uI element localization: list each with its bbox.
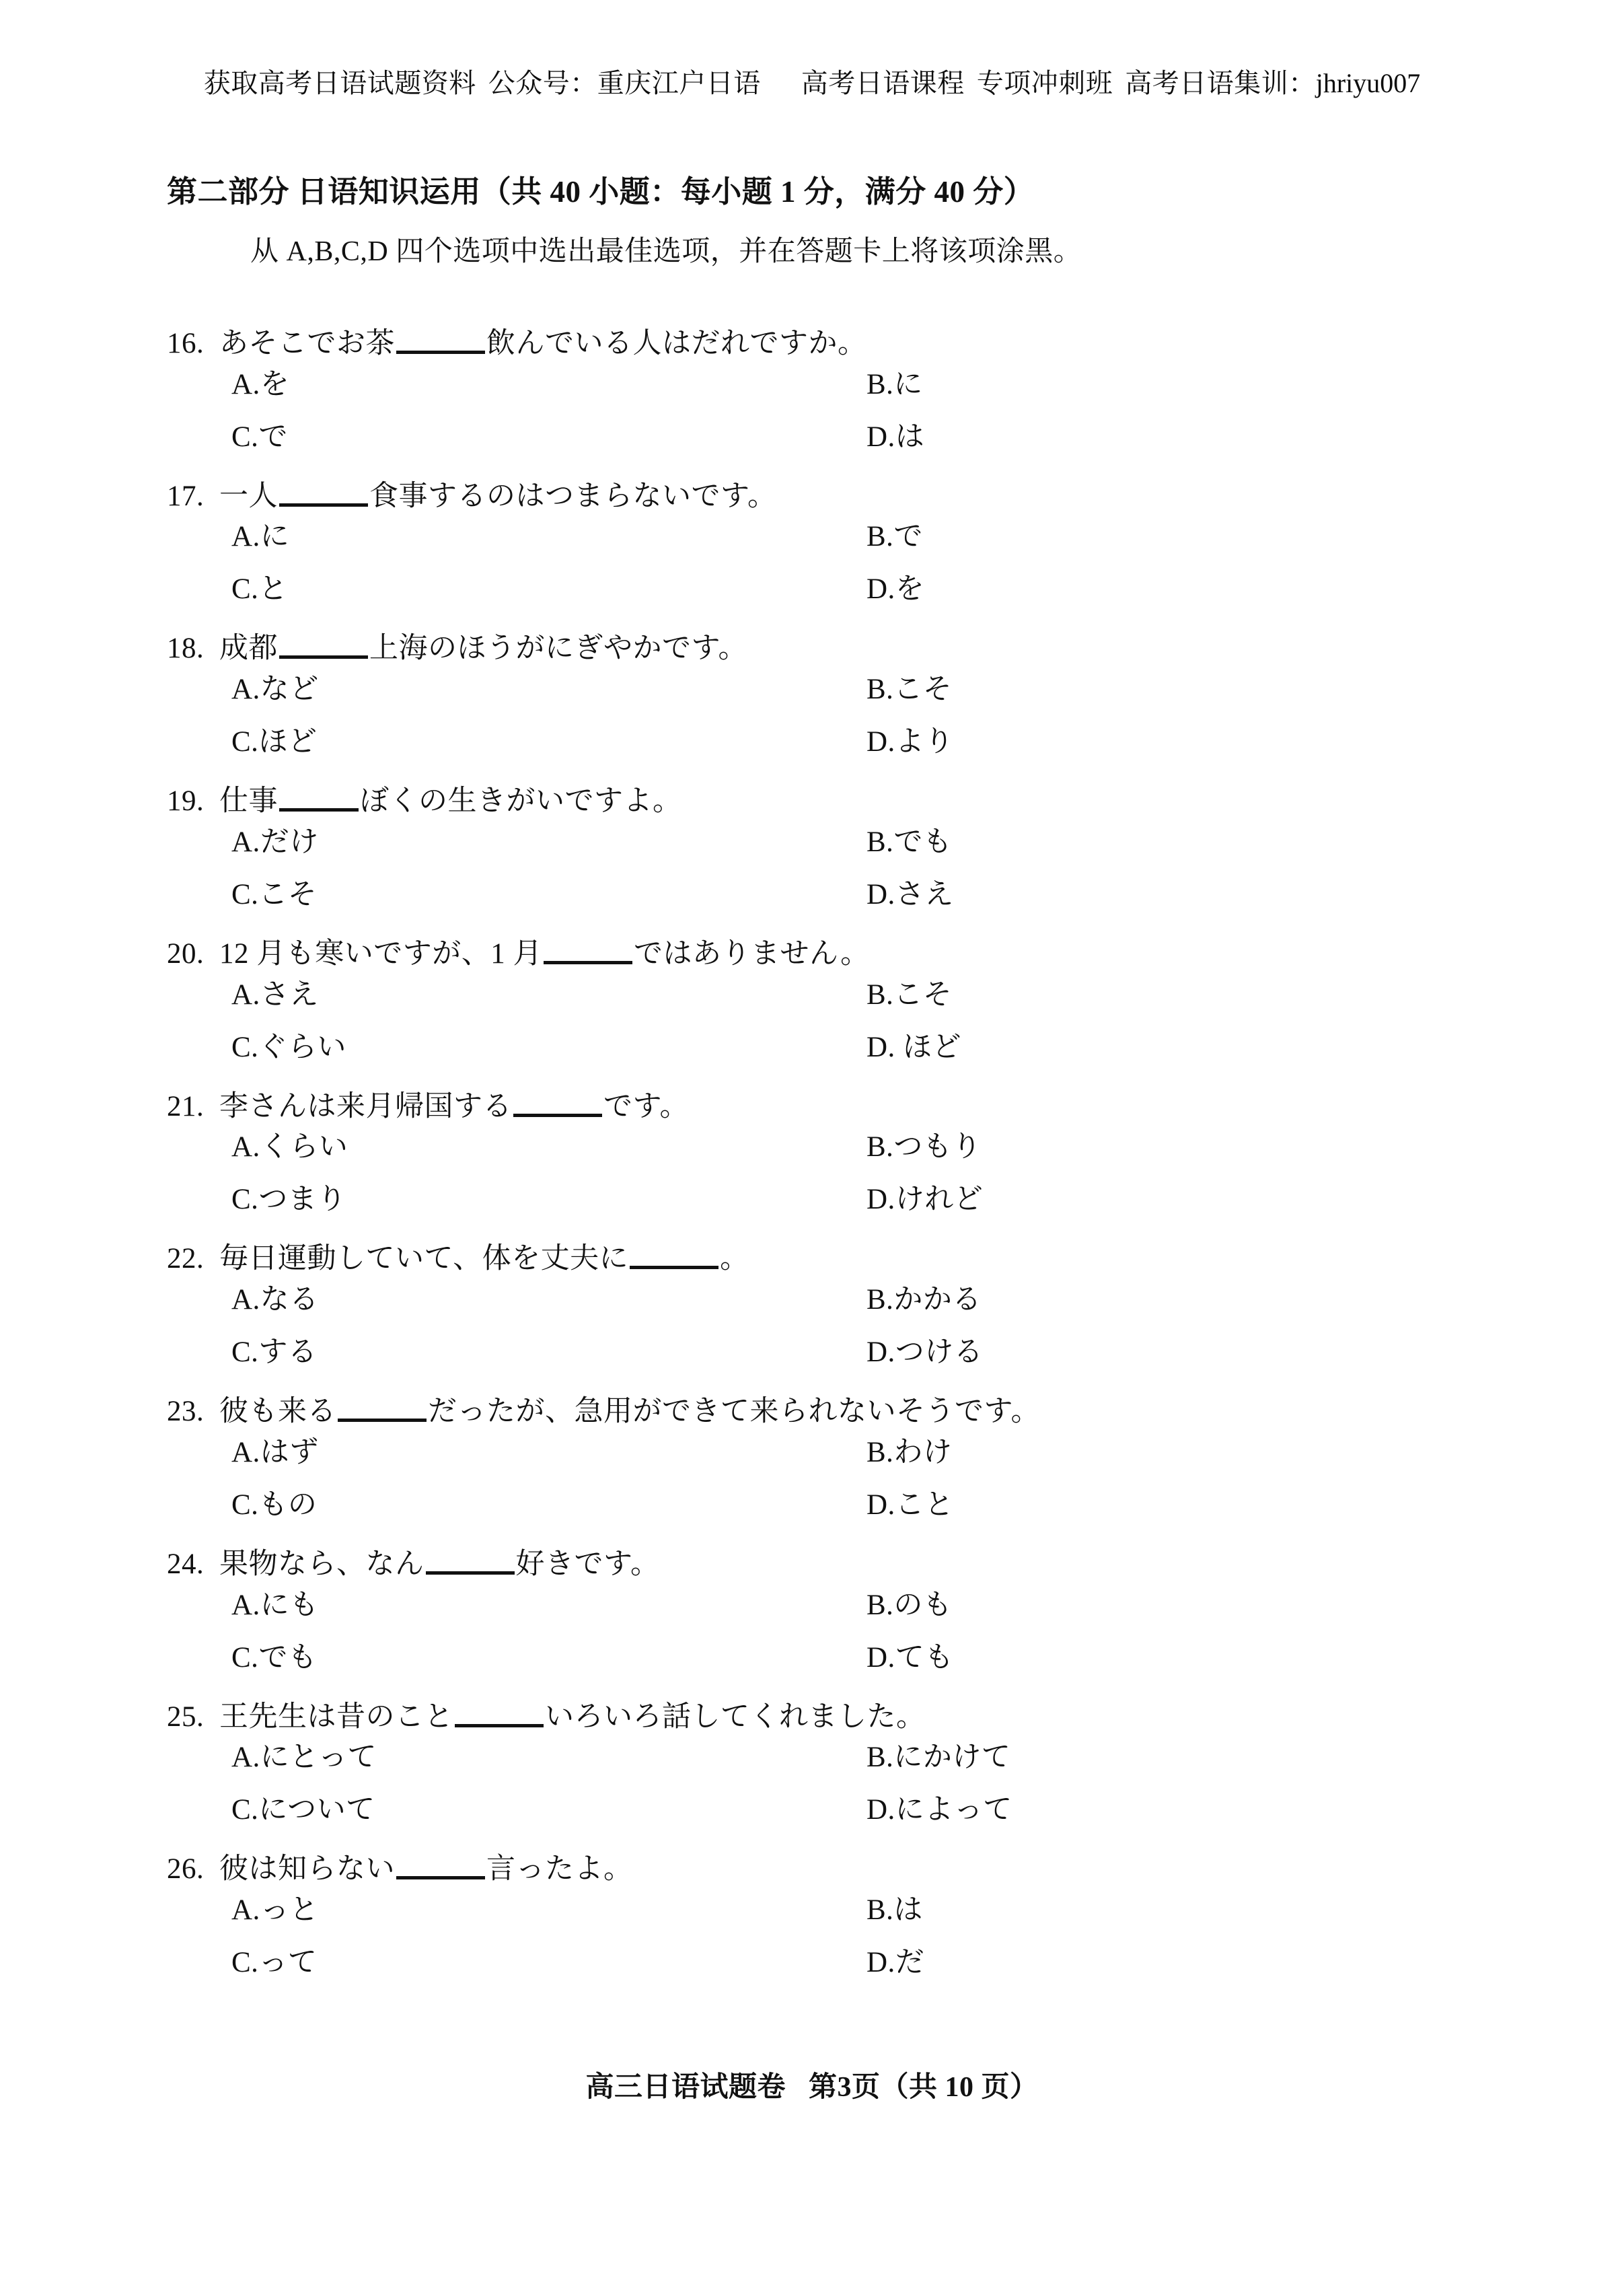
option-row <box>167 1635 1624 1687</box>
question-stem <box>167 1853 1624 1887</box>
option-b[interactable]: B.こそ <box>866 978 953 1011</box>
question-text-before-blank: 彼も来る <box>219 1396 336 1428</box>
question-stem <box>167 1395 1624 1429</box>
option-row <box>167 1787 1624 1839</box>
question-number: 18. <box>167 633 205 665</box>
option-b[interactable]: B.に <box>866 368 923 400</box>
option-a[interactable]: A.くらい <box>231 1131 348 1163</box>
question-block <box>0 327 1624 466</box>
question-number: 26. <box>167 1853 205 1886</box>
question-stem <box>167 1548 1624 1582</box>
question-text-before-blank: あそこでお茶 <box>219 328 395 359</box>
answer-blank <box>279 503 368 507</box>
header-account-name: 重庆江户日语 <box>597 68 761 98</box>
option-a[interactable]: A.など <box>231 674 319 706</box>
answer-blank <box>544 961 632 964</box>
question-text-before-blank: 12 月も寒いですが、1 月 <box>219 937 542 970</box>
question-number: 23. <box>167 1396 205 1428</box>
option-d[interactable]: D.こと <box>866 1488 954 1521</box>
footer-page-label: 第3页（共 10 页） <box>809 2072 1039 2103</box>
option-d[interactable]: D.だ <box>866 1947 925 1979</box>
option-b[interactable]: B.は <box>866 1894 923 1927</box>
question-text-before-blank: 李さんは来月帰国する <box>219 1090 512 1122</box>
option-c[interactable]: C.ほど <box>231 726 318 758</box>
question-text-after-blank: 言ったよ。 <box>486 1853 633 1886</box>
question-number: 24. <box>167 1548 205 1580</box>
question-stem <box>167 480 1624 514</box>
question-text-after-blank: 。 <box>720 1243 749 1275</box>
question-stem <box>167 632 1624 666</box>
question-text-after-blank: いろいろ話してくれました。 <box>545 1700 926 1733</box>
question-number: 21. <box>167 1090 205 1122</box>
question-stem <box>167 1242 1624 1277</box>
question-text-before-blank: 果物なら、なん <box>219 1548 425 1580</box>
question-stem <box>167 327 1624 361</box>
header-course-text: 高考日语课程 <box>801 68 965 98</box>
question-block <box>0 1548 1624 1687</box>
question-text-after-blank: 上海のほうがにぎやかです。 <box>369 633 748 665</box>
option-a[interactable]: A.に <box>231 521 290 553</box>
option-c[interactable]: C.する <box>231 1336 318 1369</box>
option-row <box>167 1176 1624 1229</box>
question-block <box>0 480 1624 619</box>
question-text-after-blank: ではありません。 <box>634 937 870 970</box>
option-c[interactable]: C.でも <box>231 1641 318 1674</box>
question-number: 20. <box>167 937 205 970</box>
question-text-before-blank: 彼は知らない <box>219 1853 395 1886</box>
option-a[interactable]: A.を <box>231 368 290 400</box>
header-left-text: 获取高考日语试题资料 <box>203 68 476 98</box>
header-class-text: 专项冲刺班 <box>976 68 1113 98</box>
question-block <box>0 632 1624 771</box>
question-stem <box>167 785 1624 819</box>
option-a[interactable]: A.っと <box>231 1894 319 1927</box>
option-row <box>167 1124 1624 1176</box>
option-a[interactable]: A.だけ <box>231 826 319 858</box>
option-c[interactable]: C.ぐらい <box>231 1031 346 1063</box>
option-b[interactable]: B.こそ <box>866 674 953 706</box>
option-b[interactable]: B.かかる <box>866 1284 982 1316</box>
option-b[interactable]: B.にかけて <box>866 1742 1011 1774</box>
option-row <box>167 1024 1624 1077</box>
option-row <box>167 361 1624 414</box>
option-c[interactable]: C.こそ <box>231 878 318 910</box>
question-text-before-blank: 成都 <box>219 633 278 665</box>
option-row <box>167 1734 1624 1787</box>
option-c[interactable]: C.もの <box>231 1488 318 1521</box>
option-row <box>167 1277 1624 1329</box>
option-row <box>167 819 1624 871</box>
option-d[interactable]: D.は <box>866 421 925 453</box>
option-row <box>167 1582 1624 1635</box>
answer-blank <box>630 1266 718 1269</box>
question-block <box>0 1853 1624 1992</box>
answer-blank <box>455 1724 544 1727</box>
question-block <box>0 1090 1624 1229</box>
option-row <box>167 414 1624 466</box>
question-number: 17. <box>167 480 205 512</box>
question-text-after-blank: です。 <box>603 1090 690 1122</box>
option-row <box>167 1482 1624 1534</box>
option-a[interactable]: A.にも <box>231 1589 319 1621</box>
answer-blank <box>513 1114 602 1117</box>
option-c[interactable]: C.について <box>231 1794 375 1826</box>
option-c[interactable]: C.って <box>231 1947 318 1979</box>
question-block <box>0 1700 1624 1840</box>
header-training-label: 高考日语集训： <box>1125 68 1316 98</box>
question-text-before-blank: 一人 <box>219 480 278 512</box>
option-row <box>167 1939 1624 1992</box>
question-text-before-blank: 王先生は昔のこと <box>219 1700 453 1733</box>
question-stem <box>167 1700 1624 1735</box>
part-title: 第二部分 日语知识运用（共 40 小题：每小题 1 分，满分 40 分） <box>167 175 1035 209</box>
question-block <box>0 937 1624 1077</box>
answer-blank <box>279 808 359 812</box>
option-c[interactable]: C.と <box>231 573 288 606</box>
answer-blank <box>279 655 368 659</box>
option-d[interactable]: D. ほど <box>866 1031 962 1063</box>
question-block <box>0 1242 1624 1382</box>
option-d[interactable]: D.より <box>866 726 954 758</box>
answer-blank <box>338 1419 427 1422</box>
answer-blank <box>396 1876 485 1879</box>
option-a[interactable]: A.なる <box>231 1284 319 1316</box>
question-block <box>0 785 1624 924</box>
option-row <box>167 1429 1624 1482</box>
option-row <box>167 1329 1624 1382</box>
option-b[interactable]: B.わけ <box>866 1436 953 1468</box>
footer-paper-name: 高三日语试题卷 <box>585 2072 786 2103</box>
option-c[interactable]: C.で <box>231 421 288 453</box>
header-account-label: 公众号： <box>488 68 597 98</box>
question-text-after-blank: ぼくの生きがいですよ。 <box>360 785 682 818</box>
question-number: 19. <box>167 785 205 818</box>
question-block <box>0 1395 1624 1534</box>
option-d[interactable]: D.によって <box>866 1794 1012 1826</box>
page-header-banner <box>0 62 1624 100</box>
question-text-after-blank: 好きです。 <box>515 1548 660 1580</box>
option-d[interactable]: D.つける <box>866 1336 984 1369</box>
option-row <box>167 666 1624 719</box>
option-a[interactable]: A.さえ <box>231 978 319 1011</box>
option-row <box>167 1887 1624 1939</box>
option-a[interactable]: A.にとって <box>231 1742 377 1774</box>
option-a[interactable]: A.はず <box>231 1436 319 1468</box>
option-row <box>167 566 1624 618</box>
question-text-after-blank: 食事するのはつまらないです。 <box>369 480 777 512</box>
option-row <box>167 513 1624 566</box>
question-stem <box>167 937 1624 972</box>
option-b[interactable]: B.でも <box>866 826 953 858</box>
question-text-before-blank: 毎日運動していて、体を丈夫に <box>219 1243 629 1275</box>
option-d[interactable]: D.ても <box>866 1641 954 1674</box>
option-b[interactable]: B.つもり <box>866 1131 982 1163</box>
question-list <box>0 327 1624 2005</box>
question-text-after-blank: だったが、急用ができて来られないそうです。 <box>428 1396 1041 1428</box>
option-c[interactable]: C.つまり <box>231 1184 346 1216</box>
header-training-account: jhriyu007 <box>1315 68 1421 98</box>
option-d[interactable]: D.を <box>866 573 925 606</box>
option-row <box>167 972 1624 1024</box>
question-text-before-blank: 仕事 <box>219 785 278 818</box>
question-text-after-blank: 飲んでいる人はだれですか。 <box>486 328 867 359</box>
question-number: 25. <box>167 1700 205 1733</box>
option-b[interactable]: B.で <box>866 521 923 553</box>
page-footer <box>0 2065 1624 2105</box>
option-row <box>167 871 1624 924</box>
part-instruction: 从 A,B,C,D 四个选项中选出最佳选项，并在答题卡上将该项涂黑。 <box>250 236 1082 267</box>
answer-blank <box>396 351 485 354</box>
option-row <box>167 719 1624 771</box>
question-number: 22. <box>167 1243 205 1275</box>
question-stem <box>167 1090 1624 1124</box>
option-b[interactable]: B.のも <box>866 1589 953 1621</box>
option-d[interactable]: D.けれど <box>866 1184 984 1216</box>
option-d[interactable]: D.さえ <box>866 878 954 910</box>
answer-blank <box>426 1571 515 1575</box>
question-number: 16. <box>167 328 205 359</box>
